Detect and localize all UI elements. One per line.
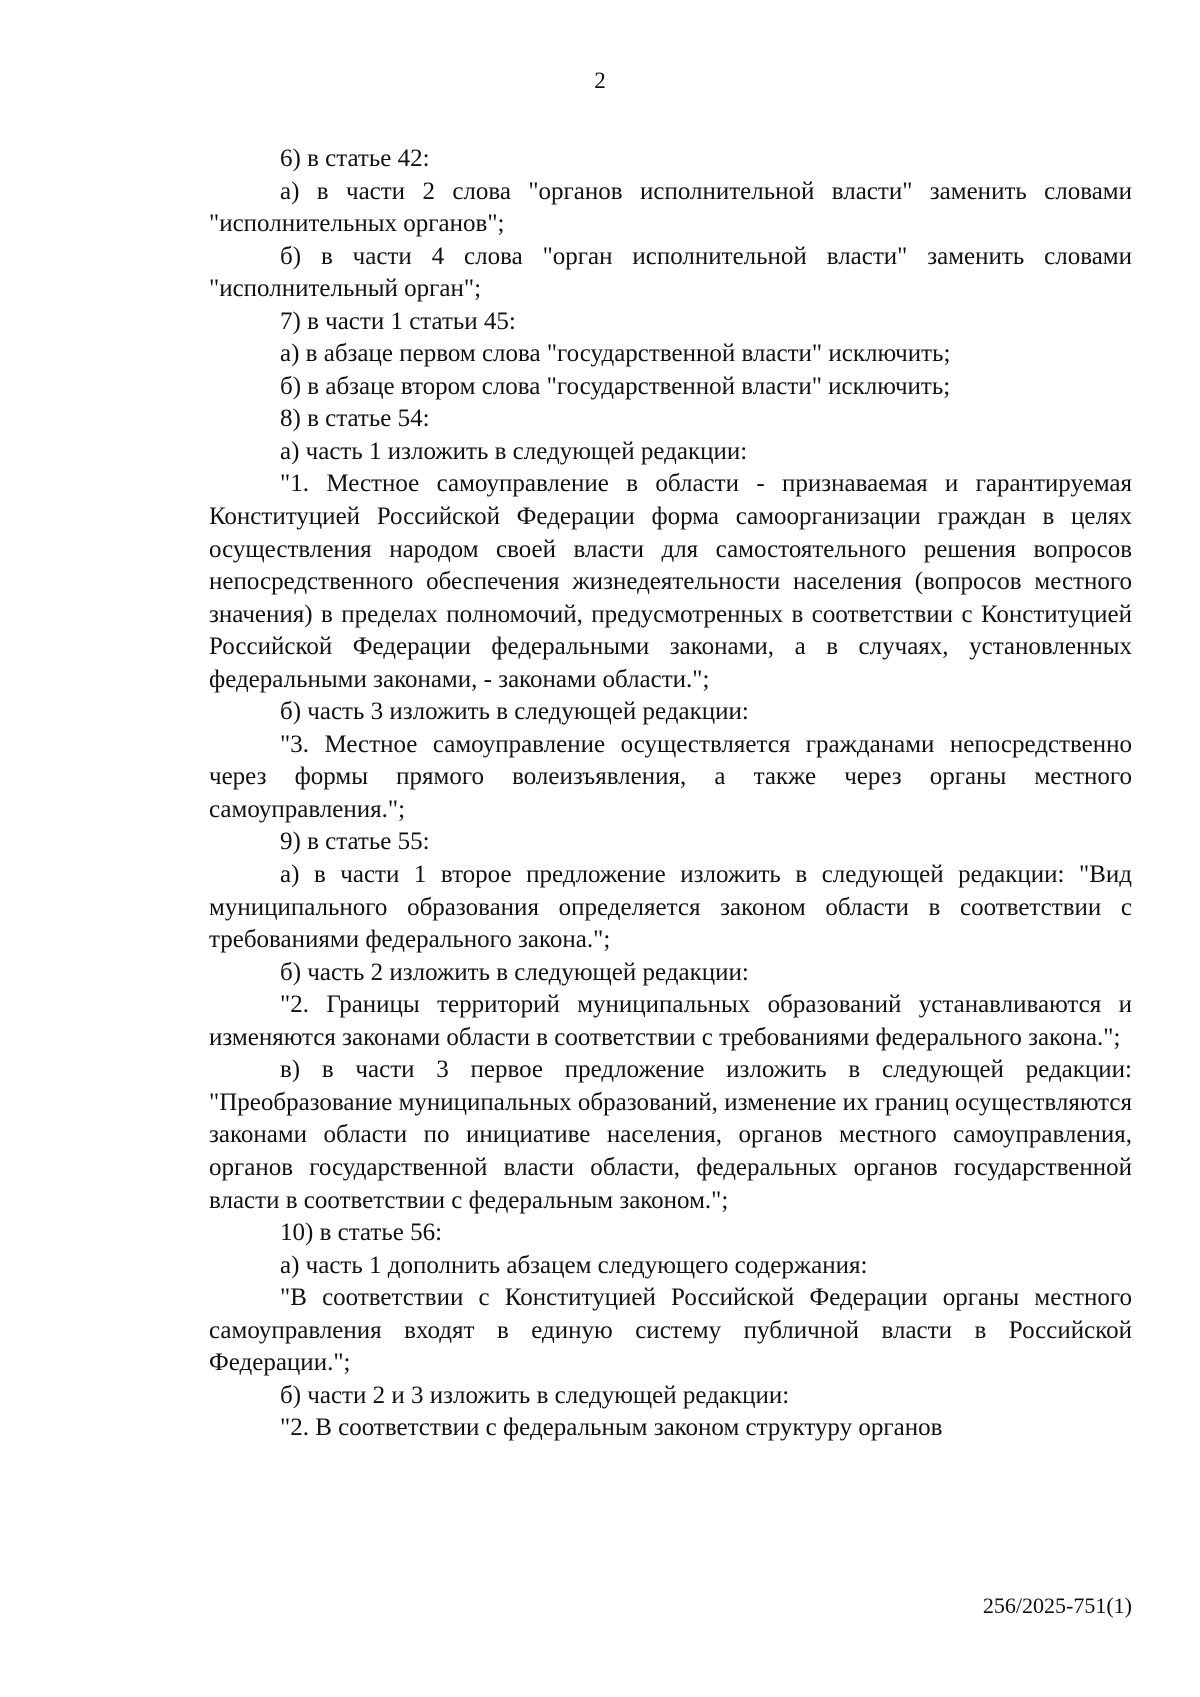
document-body (209, 143, 1132, 1445)
paragraph: б) в части 4 слова "орган исполнительной власти" заменить словами "исполнительный орган"; (209, 242, 1132, 303)
paragraph: а) в части 1 второе предложение изложить в следующей редакции: "Вид муниципального образования определяется законом области в соответствии с требованиями федерального закона."; (209, 861, 1132, 954)
paragraph: 8) в статье 54: (280, 405, 430, 433)
paragraph: б) части 2 и 3 изложить в следующей редакции: (280, 1381, 790, 1409)
paragraph: а) в части 2 слова "органов исполнительной власти" заменить словами "исполнительных органов"; (209, 177, 1132, 238)
document-registration-code: 256/2025-751(1) (982, 1593, 1132, 1618)
paragraph: "В соответствии с Конституцией Российской Федерации органы местного самоуправления входят в единую систему публичной власти в Российской Федерации."; (209, 1284, 1132, 1377)
paragraph: б) часть 3 изложить в следующей редакции: (280, 698, 749, 726)
paragraph: 10) в статье 56: (280, 1219, 443, 1247)
paragraph: а) часть 1 изложить в следующей редакции: (280, 437, 748, 465)
paragraph: "2. Границы территорий муниципальных образований устанавливаются и изменяются законами области в соответствии с требованиями федерального закона."; (209, 991, 1132, 1051)
paragraph: "1. Местное самоуправление в области - признаваемая и гарантируемая Конституцией Российской Федерации форма самоорганизации граждан в целях осуществления народом своей власти для самостоятельного решения вопросов непосредственного обеспечения жизнедеятельности населения (вопросов местного значения) в пределах полномочий, предусмотренных в соответствии с Конституцией Российской Федерации федеральными законами, а в случаях, установленных федеральными законами, - законами области."; (209, 470, 1132, 693)
paragraph: 6) в статье 42: (280, 145, 430, 172)
paragraph: 7) в части 1 статьи 45: (280, 307, 516, 335)
paragraph: в) в части 3 первое предложение изложить в следующей редакции: "Преобразование муниципальных образований, изменение их границ осуществляются законами области по инициативе населения, органов местного самоуправления, органов государственной власти области, федеральных органов государственной власти в соответствии с федеральным законом."; (209, 1056, 1132, 1214)
paragraph: б) в абзаце втором слова "государственной власти" исключить; (280, 372, 951, 400)
paragraph: "3. Местное самоуправление осуществляется гражданами непосредственно через формы прямого волеизъявления, а также через органы местного самоуправления."; (209, 730, 1132, 823)
paragraph: а) в абзаце первом слова "государственной власти" исключить; (280, 340, 951, 368)
paragraph: б) часть 2 изложить в следующей редакции: (280, 958, 749, 986)
paragraph: а) часть 1 дополнить абзацем следующего содержания: (280, 1251, 868, 1279)
page-number: 2 (594, 68, 606, 93)
paragraph: 9) в статье 55: (280, 828, 430, 856)
paragraph: "2. В соответствии с федеральным законом структуру органов (280, 1414, 943, 1442)
